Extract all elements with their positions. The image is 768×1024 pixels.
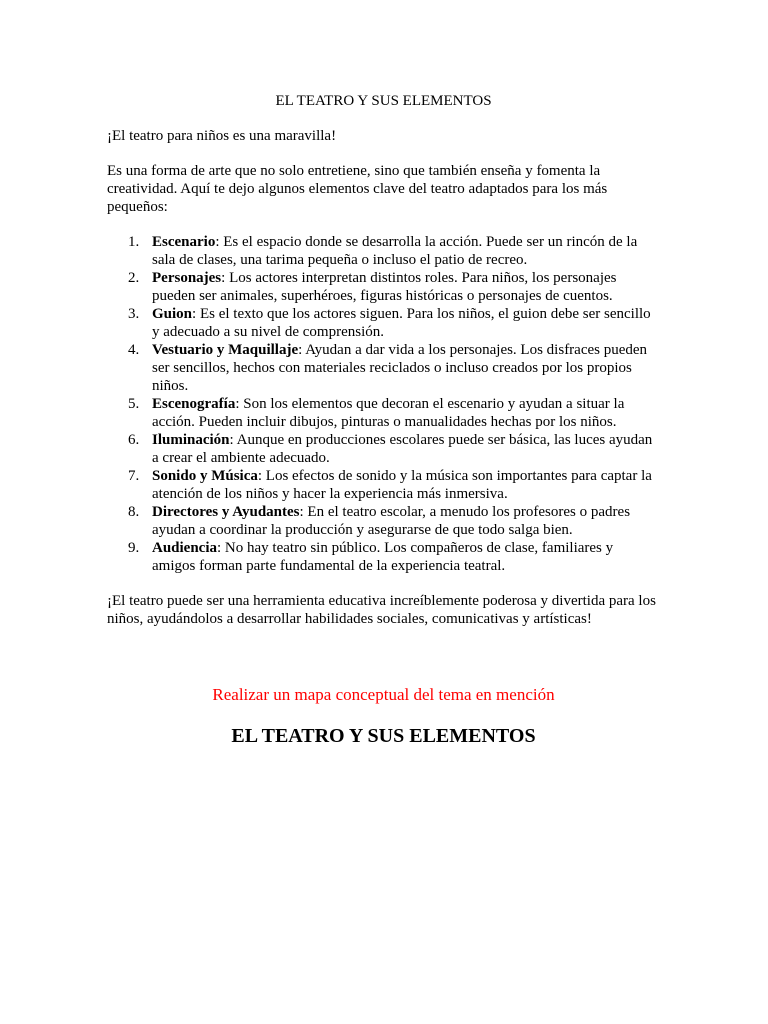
closing-paragraph: ¡El teatro puede ser una herramienta educativa increíblemente poderosa y divertida para los niños, ayudándolos a desarrollar habilidades sociales, comunicativas y artísticas!: [107, 593, 656, 627]
list-item: [107, 431, 660, 467]
task-instruction: Realizar un mapa conceptual del tema en mención: [212, 685, 555, 704]
list-item-text: : Aunque en producciones escolares puede ser básica, las luces ayudan a crear el ambiente adecuado.: [152, 432, 653, 466]
list-item-number: 3.: [128, 306, 140, 322]
list-item-text: : Son los elementos que decoran el escenario y ayudan a situar la acción. Pueden incluir dibujos, pinturas o manualidades hechas por los niños.: [152, 396, 625, 430]
document-title: EL TEATRO Y SUS ELEMENTOS: [275, 93, 492, 109]
list-item-number: 7.: [128, 468, 140, 484]
list-item-text: : Ayudan a dar vida a los personajes. Los disfraces pueden ser sencillos, hechos con materiales reciclados o incluso creados por los propios niños.: [152, 342, 648, 394]
list-item: [107, 539, 660, 575]
list-item-text: : En el teatro escolar, a menudo los profesores o padres ayudan a coordinar la producción y asegurarse de que todo salga bien.: [152, 504, 631, 538]
list-item: [107, 467, 660, 503]
list-item-text: : Los efectos de sonido y la música son importantes para captar la atención de los niños y hacer la experiencia más inmersiva.: [152, 468, 652, 502]
intro-text: ¡El teatro para niños es una maravilla!: [107, 128, 337, 144]
list-item-term: Guion: [152, 306, 193, 322]
list-item-text: : No hay teatro sin público. Los compañeros de clase, familiares y amigos forman parte fundamental de la experiencia teatral.: [152, 540, 614, 574]
list-item: [107, 503, 660, 539]
list-item-number: 9.: [128, 540, 140, 556]
list-item-term: Escenografía: [152, 396, 236, 412]
list-item-number: 2.: [128, 270, 140, 286]
list-item-term: Iluminación: [152, 432, 230, 448]
description-paragraph: Es una forma de arte que no solo entretiene, sino que también enseña y fomenta la creatividad. Aquí te dejo algunos elementos clave del teatro adaptados para los más pequeños:: [107, 163, 608, 215]
list-item: [107, 395, 660, 431]
list-item-text: : Es el espacio donde se desarrolla la acción. Puede ser un rincón de la sala de clases, una tarima pequeña o incluso el patio de recreo.: [152, 234, 638, 268]
list-item-number: 6.: [128, 432, 140, 448]
elements-list: [107, 233, 660, 575]
list-item: [107, 269, 660, 305]
list-item-term: Audiencia: [152, 540, 218, 556]
list-item-number: 1.: [128, 234, 140, 250]
list-item: [107, 233, 660, 269]
list-item: [107, 305, 660, 341]
list-item-term: Escenario: [152, 234, 216, 250]
list-item-term: Directores y Ayudantes: [152, 504, 300, 520]
list-item: [107, 341, 660, 395]
concept-map-title: EL TEATRO Y SUS ELEMENTOS: [231, 725, 536, 747]
list-item-number: 8.: [128, 504, 140, 520]
list-item-text: : Los actores interpretan distintos roles. Para niños, los personajes pueden ser animales, superhéroes, figuras históricas o personajes de cuentos.: [152, 270, 617, 304]
list-item-term: Vestuario y Maquillaje: [152, 342, 299, 358]
list-item-number: 4.: [128, 342, 140, 358]
list-item-number: 5.: [128, 396, 140, 412]
list-item-term: Personajes: [152, 270, 222, 286]
list-item-term: Sonido y Música: [152, 468, 258, 484]
list-item-text: : Es el texto que los actores siguen. Para los niños, el guion debe ser sencillo y adecuado a su nivel de comprensión.: [152, 306, 651, 340]
